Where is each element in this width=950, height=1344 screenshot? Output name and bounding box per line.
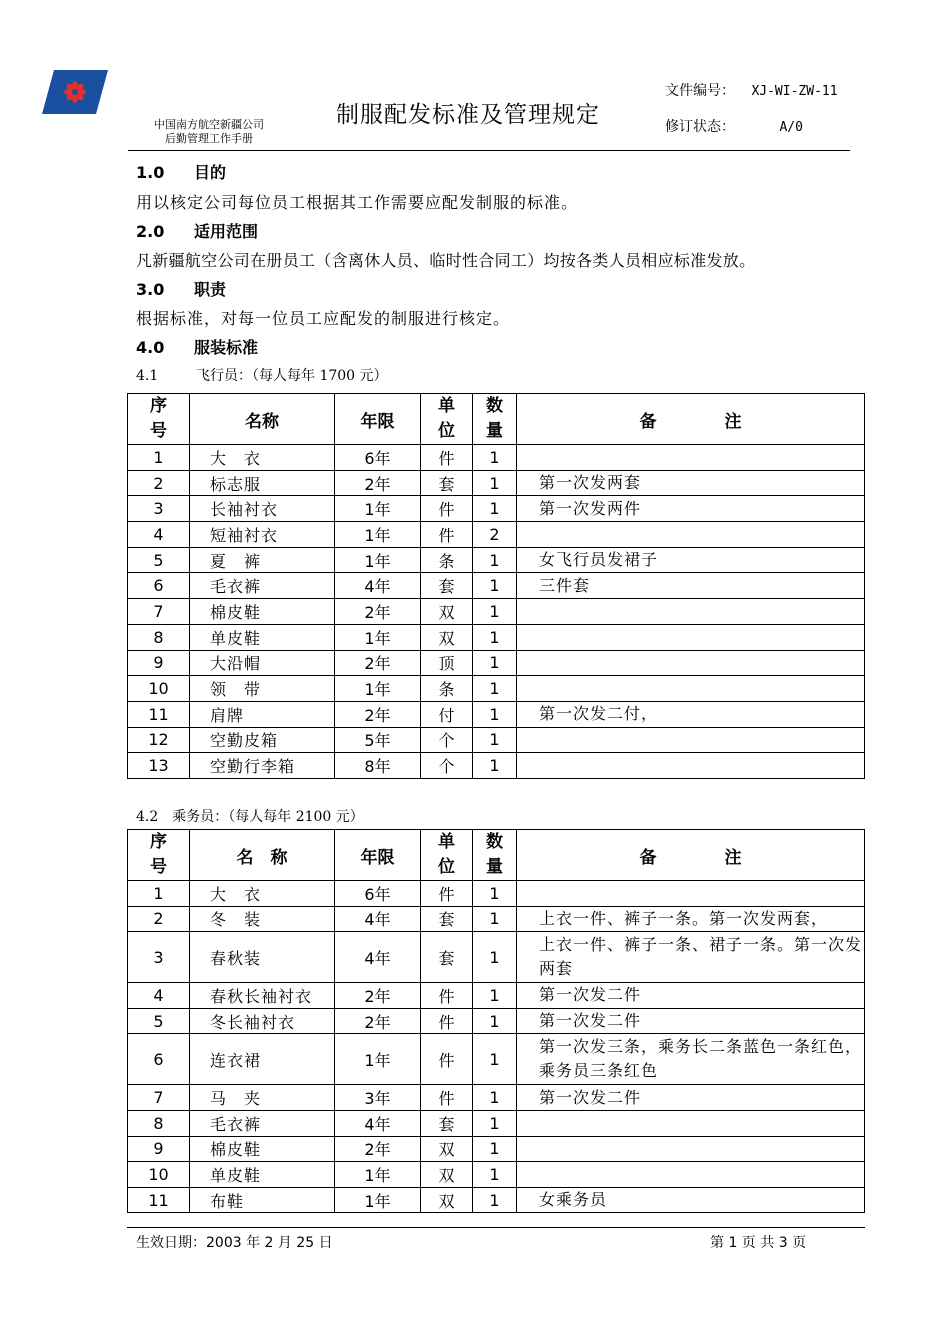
row-item-name: 棉皮鞋 xyxy=(190,1136,335,1162)
row-item-name: 春秋装 xyxy=(190,932,335,983)
row-unit: 顶 xyxy=(421,650,473,676)
row-qty: 1 xyxy=(473,1034,517,1085)
row-remarks: 第一次发两套 xyxy=(517,470,865,496)
company-name: 中国南方航空新疆公司 后勤管理工作手册 xyxy=(154,118,264,145)
row-years: 4年 xyxy=(335,1110,421,1136)
row-serial: 2 xyxy=(128,906,190,932)
row-item-name: 空勤皮箱 xyxy=(190,727,335,753)
row-qty: 1 xyxy=(473,470,517,496)
row-unit: 双 xyxy=(421,1136,473,1162)
row-remarks: 第一次发二件 xyxy=(517,983,865,1009)
row-years: 1年 xyxy=(335,496,421,522)
row-years: 8年 xyxy=(335,753,421,779)
col-header-remarks: 备 注 xyxy=(517,830,865,881)
row-remarks: 第一次发二件 xyxy=(517,1085,865,1111)
col-header-name: 名 称 xyxy=(190,830,335,881)
row-item-name: 大 衣 xyxy=(190,445,335,471)
row-years: 3年 xyxy=(335,1085,421,1111)
row-qty: 1 xyxy=(473,983,517,1009)
row-qty: 1 xyxy=(473,1162,517,1188)
row-serial: 4 xyxy=(128,522,190,548)
row-years: 6年 xyxy=(335,445,421,471)
section-2-heading: 2.0 适用范围 xyxy=(136,222,259,241)
row-serial: 11 xyxy=(128,1187,190,1213)
row-serial: 4 xyxy=(128,983,190,1009)
header-divider xyxy=(128,150,850,151)
page-title: 制服配发标准及管理规定 xyxy=(336,102,600,128)
row-qty: 1 xyxy=(473,547,517,573)
row-item-name: 空勤行李箱 xyxy=(190,753,335,779)
row-years: 6年 xyxy=(335,881,421,907)
row-qty: 1 xyxy=(473,1136,517,1162)
row-item-name: 毛衣裤 xyxy=(190,573,335,599)
row-unit: 套 xyxy=(421,1110,473,1136)
row-remarks xyxy=(517,727,865,753)
row-qty: 1 xyxy=(473,727,517,753)
row-unit: 套 xyxy=(421,470,473,496)
row-item-name: 布鞋 xyxy=(190,1187,335,1213)
row-unit: 个 xyxy=(421,753,473,779)
row-item-name: 马 夹 xyxy=(190,1085,335,1111)
row-remarks xyxy=(517,599,865,625)
row-years: 4年 xyxy=(335,932,421,983)
col-header-serial: 序号 xyxy=(128,830,190,881)
row-qty: 1 xyxy=(473,599,517,625)
row-unit: 套 xyxy=(421,932,473,983)
table2-caption: 4.2 乘务员：（每人每年 2100 元） xyxy=(136,809,364,825)
row-unit: 条 xyxy=(421,547,473,573)
row-qty: 1 xyxy=(473,1085,517,1111)
row-years: 2年 xyxy=(335,650,421,676)
row-item-name: 大 衣 xyxy=(190,881,335,907)
table-row xyxy=(128,881,865,907)
col-header-qty: 数量 xyxy=(473,830,517,881)
row-years: 2年 xyxy=(335,1136,421,1162)
row-item-name: 单皮鞋 xyxy=(190,1162,335,1188)
table-row xyxy=(128,753,865,779)
row-years: 4年 xyxy=(335,906,421,932)
col-header-unit: 单位 xyxy=(421,394,473,445)
row-serial: 10 xyxy=(128,1162,190,1188)
row-years: 1年 xyxy=(335,1034,421,1085)
table-row xyxy=(128,727,865,753)
row-qty: 1 xyxy=(473,573,517,599)
row-item-name: 棉皮鞋 xyxy=(190,599,335,625)
col-header-remarks: 备 注 xyxy=(517,394,865,445)
row-item-name: 肩牌 xyxy=(190,701,335,727)
flight-attendant-uniform-table xyxy=(127,829,865,1213)
row-item-name: 长袖衬衣 xyxy=(190,496,335,522)
row-unit: 套 xyxy=(421,573,473,599)
pilot-uniform-table xyxy=(127,393,865,779)
col-header-unit: 单位 xyxy=(421,830,473,881)
row-qty: 1 xyxy=(473,932,517,983)
row-unit: 双 xyxy=(421,624,473,650)
table-row xyxy=(128,1085,865,1111)
row-years: 4年 xyxy=(335,573,421,599)
row-serial: 11 xyxy=(128,701,190,727)
table-row xyxy=(128,1162,865,1188)
row-item-name: 夏 裤 xyxy=(190,547,335,573)
row-remarks: 第一次发两件 xyxy=(517,496,865,522)
table-row xyxy=(128,522,865,548)
row-years: 1年 xyxy=(335,676,421,702)
row-years: 2年 xyxy=(335,470,421,496)
row-remarks xyxy=(517,445,865,471)
section-4-heading: 4.0 服装标准 xyxy=(136,338,259,357)
row-years: 2年 xyxy=(335,701,421,727)
section-1-heading: 1.0 目的 xyxy=(136,163,227,182)
row-serial: 7 xyxy=(128,599,190,625)
table-row xyxy=(128,470,865,496)
table-row xyxy=(128,1187,865,1213)
col-header-years: 年限 xyxy=(335,830,421,881)
row-qty: 1 xyxy=(473,650,517,676)
col-header-name: 名称 xyxy=(190,394,335,445)
row-unit: 条 xyxy=(421,676,473,702)
row-item-name: 单皮鞋 xyxy=(190,624,335,650)
table-row xyxy=(128,624,865,650)
row-remarks: 上衣一件、裤子一条。第一次发两套， xyxy=(517,906,865,932)
row-unit: 双 xyxy=(421,1187,473,1213)
row-qty: 1 xyxy=(473,1008,517,1034)
table-row xyxy=(128,1110,865,1136)
row-serial: 8 xyxy=(128,624,190,650)
table-row xyxy=(128,906,865,932)
row-serial: 10 xyxy=(128,676,190,702)
row-serial: 9 xyxy=(128,1136,190,1162)
page-number: 第 1 页 共 3 页 xyxy=(710,1235,807,1251)
row-remarks xyxy=(517,881,865,907)
table-row xyxy=(128,650,865,676)
row-years: 2年 xyxy=(335,1008,421,1034)
col-header-qty: 数量 xyxy=(473,394,517,445)
row-remarks xyxy=(517,624,865,650)
row-unit: 个 xyxy=(421,727,473,753)
row-item-name: 春秋长袖衬衣 xyxy=(190,983,335,1009)
row-qty: 1 xyxy=(473,701,517,727)
row-unit: 付 xyxy=(421,701,473,727)
table-row xyxy=(128,599,865,625)
effective-date: 生效日期：2003 年 2 月 25 日 xyxy=(136,1235,333,1251)
table-row xyxy=(128,701,865,727)
row-remarks xyxy=(517,522,865,548)
row-remarks xyxy=(517,676,865,702)
table1-caption: 4.1 飞行员：（每人每年 1700 元） xyxy=(136,368,388,384)
row-remarks xyxy=(517,1136,865,1162)
row-item-name: 大沿帽 xyxy=(190,650,335,676)
row-serial: 5 xyxy=(128,1008,190,1034)
row-qty: 1 xyxy=(473,881,517,907)
row-serial: 6 xyxy=(128,1034,190,1085)
col-header-years: 年限 xyxy=(335,394,421,445)
section-3-heading: 3.0 职责 xyxy=(136,280,227,299)
table-row xyxy=(128,932,865,983)
row-remarks: 第一次发二付， xyxy=(517,701,865,727)
row-item-name: 领 带 xyxy=(190,676,335,702)
row-serial: 13 xyxy=(128,753,190,779)
table-row xyxy=(128,1008,865,1034)
row-unit: 件 xyxy=(421,1008,473,1034)
section-1-text: 用以核定公司每位员工根据其工作需要应配发制服的标准。 xyxy=(136,193,579,212)
table-row xyxy=(128,983,865,1009)
table-header-row xyxy=(128,394,865,445)
row-serial: 8 xyxy=(128,1110,190,1136)
row-qty: 1 xyxy=(473,624,517,650)
row-item-name: 毛衣裤 xyxy=(190,1110,335,1136)
table-header-row xyxy=(128,830,865,881)
row-serial: 3 xyxy=(128,932,190,983)
row-qty: 1 xyxy=(473,445,517,471)
row-remarks xyxy=(517,753,865,779)
table-row xyxy=(128,1034,865,1085)
row-item-name: 短袖衬衣 xyxy=(190,522,335,548)
row-remarks: 女乘务员 xyxy=(517,1187,865,1213)
row-unit: 件 xyxy=(421,1085,473,1111)
row-unit: 件 xyxy=(421,522,473,548)
section-2-text: 凡新疆航空公司在册员工（含离休人员、临时性合同工）均按各类人员相应标准发放。 xyxy=(136,251,756,270)
row-remarks: 第一次发三条，乘务长二条蓝色一条红色，乘务员三条红色 xyxy=(517,1034,865,1085)
row-remarks: 上衣一件、裤子一条、裙子一条。第一次发两套 xyxy=(517,932,865,983)
row-qty: 1 xyxy=(473,1187,517,1213)
table-row xyxy=(128,547,865,573)
section-3-text: 根据标准，对每一位员工应配发的制服进行核定。 xyxy=(136,309,511,328)
row-serial: 9 xyxy=(128,650,190,676)
row-qty: 1 xyxy=(473,676,517,702)
row-item-name: 连衣裙 xyxy=(190,1034,335,1085)
row-item-name: 冬 装 xyxy=(190,906,335,932)
row-years: 1年 xyxy=(335,1187,421,1213)
row-remarks: 第一次发二件 xyxy=(517,1008,865,1034)
row-years: 1年 xyxy=(335,624,421,650)
row-unit: 件 xyxy=(421,445,473,471)
table-row xyxy=(128,1136,865,1162)
row-years: 2年 xyxy=(335,599,421,625)
row-unit: 双 xyxy=(421,599,473,625)
row-remarks xyxy=(517,1162,865,1188)
row-serial: 5 xyxy=(128,547,190,573)
row-item-name: 标志服 xyxy=(190,470,335,496)
row-years: 5年 xyxy=(335,727,421,753)
row-qty: 2 xyxy=(473,522,517,548)
footer-divider xyxy=(127,1227,865,1228)
doc-number: 文件编号： XJ-WI-ZW-11 xyxy=(665,83,838,99)
row-unit: 套 xyxy=(421,906,473,932)
col-header-serial: 序号 xyxy=(128,394,190,445)
row-years: 1年 xyxy=(335,547,421,573)
row-remarks: 女飞行员发裙子 xyxy=(517,547,865,573)
row-unit: 件 xyxy=(421,1034,473,1085)
row-serial: 1 xyxy=(128,445,190,471)
revision-status: 修订状态： A/0 xyxy=(665,119,803,135)
table-row xyxy=(128,573,865,599)
table-row xyxy=(128,676,865,702)
row-item-name: 冬长袖衬衣 xyxy=(190,1008,335,1034)
row-qty: 1 xyxy=(473,1110,517,1136)
row-unit: 件 xyxy=(421,983,473,1009)
row-years: 1年 xyxy=(335,522,421,548)
row-serial: 6 xyxy=(128,573,190,599)
row-years: 2年 xyxy=(335,983,421,1009)
row-unit: 件 xyxy=(421,881,473,907)
row-remarks xyxy=(517,650,865,676)
row-years: 1年 xyxy=(335,1162,421,1188)
row-serial: 12 xyxy=(128,727,190,753)
row-qty: 1 xyxy=(473,906,517,932)
row-qty: 1 xyxy=(473,753,517,779)
row-serial: 1 xyxy=(128,881,190,907)
row-remarks xyxy=(517,1110,865,1136)
table-row xyxy=(128,496,865,522)
row-serial: 3 xyxy=(128,496,190,522)
row-unit: 双 xyxy=(421,1162,473,1188)
row-remarks: 三件套 xyxy=(517,573,865,599)
row-serial: 2 xyxy=(128,470,190,496)
row-unit: 件 xyxy=(421,496,473,522)
company-logo-icon xyxy=(40,68,110,116)
row-qty: 1 xyxy=(473,496,517,522)
table-row xyxy=(128,445,865,471)
row-serial: 7 xyxy=(128,1085,190,1111)
